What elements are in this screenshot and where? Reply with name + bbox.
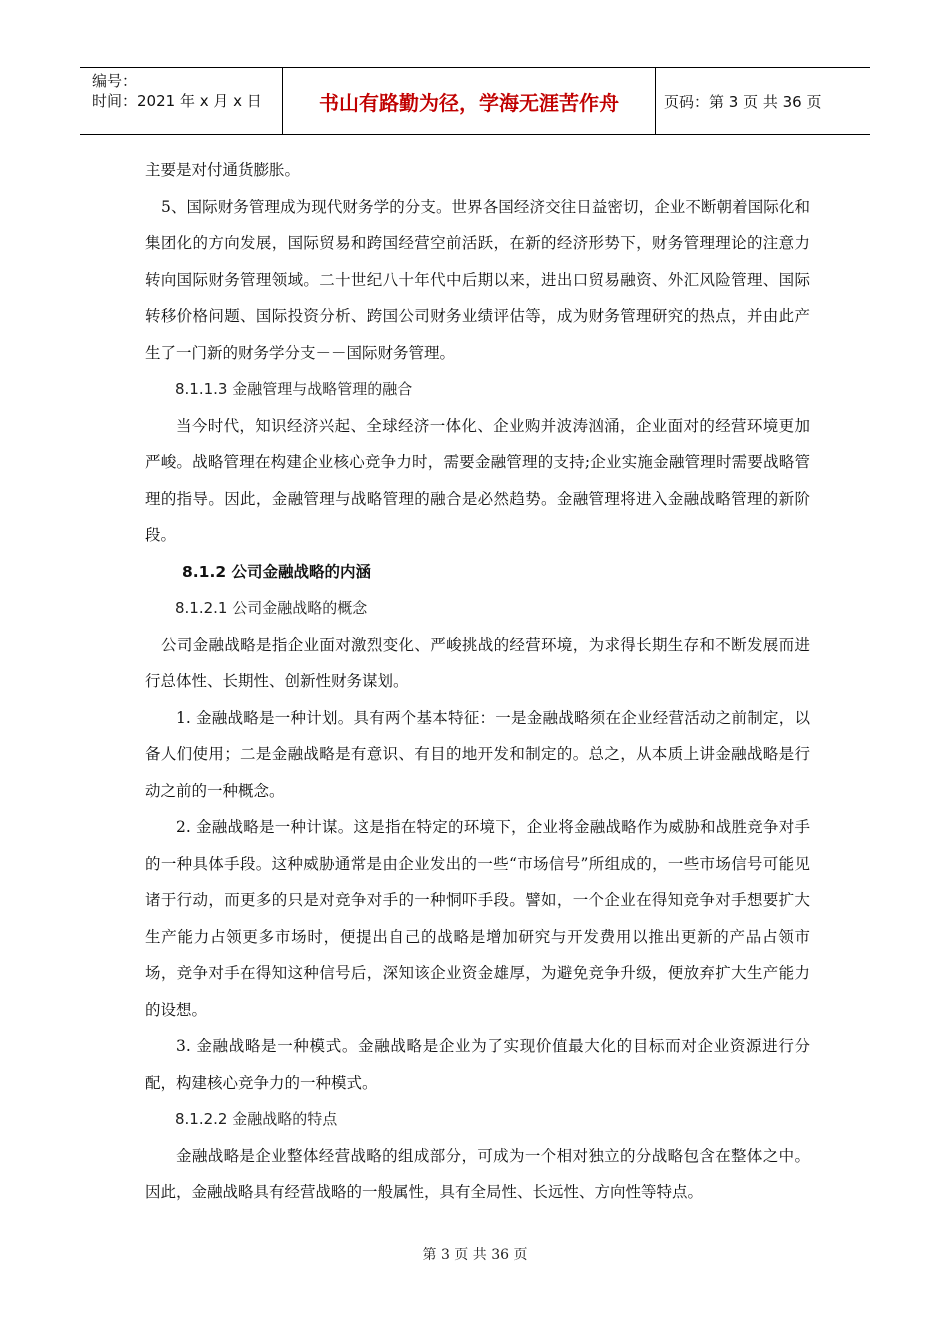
page-header <box>80 67 870 135</box>
paragraph: 2. 金融战略是一种计谋。这是指在特定的环境下，企业将金融战略作为威胁和战胜竞争对手的一种具体手段。这种威胁通常是由企业发出的一些“市场信号”所组成的，一些市场信号可能见诸于行动，而更多的只是对竞争对手的一种恫吓手段。譬如，一个企业在得知竞争对手想要扩大生产能力占领更多市场时，便提出自己的战略是增加研究与开发费用以推出更新的产品占领市场，竞争对手在得知这种信号后，深知该企业资金雄厚，为避免竞争升级，便放弃扩大生产能力的设想。 <box>145 818 810 1019</box>
paragraph: 3. 金融战略是一种模式。金融战略是企业为了实现价值最大化的目标而对企业资源进行分配，构建核心竞争力的一种模式。 <box>145 1037 810 1092</box>
section-heading-8-1-2: 8.1.2 公司金融战略的内涵 <box>182 562 372 581</box>
paragraph: 公司金融战略是指企业面对激烈变化、严峻挑战的经营环境，为求得长期生存和不断发展而进行总体性、长期性、创新性财务谋划。 <box>145 635 810 690</box>
document-number-label: 编号： <box>92 72 138 90</box>
document-body <box>145 152 810 1211</box>
section-heading-8-1-1-3: 8.1.1.3 金融管理与战略管理的融合 <box>175 380 413 398</box>
document-time-label: 时间：2021 年 x 月 x 日 <box>92 92 262 110</box>
header-page-info: 页码：第 3 页 共 36 页 <box>664 92 822 111</box>
section-heading-8-1-2-2: 8.1.2.2 金融战略的特点 <box>175 1110 338 1128</box>
paragraph: 主要是对付通货膨胀。 <box>145 161 301 179</box>
section-heading-8-1-2-1: 8.1.2.1 公司金融战略的概念 <box>175 599 368 617</box>
header-motto: 书山有路勤为径，学海无涯苦作舟 <box>283 68 656 134</box>
paragraph: 当今时代，知识经济兴起、全球经济一体化、企业购并波涛汹涌，企业面对的经营环境更加严峻。战略管理在构建企业核心竞争力时，需要金融管理的支持;企业实施金融管理时需要战略管理的指导。因此，金融管理与战略管理的融合是必然趋势。金融管理将进入金融战略管理的新阶段。 <box>145 416 810 544</box>
page-footer: 第 3 页 共 36 页 <box>422 1247 528 1263</box>
paragraph: 1. 金融战略是一种计划。具有两个基本特征：一是金融战略须在企业经营活动之前制定，以备人们使用；二是金融战略是有意识、有目的地开发和制定的。总之，从本质上讲金融战略是行动之前的一种概念。 <box>145 708 810 800</box>
header-meta <box>80 68 283 134</box>
paragraph: 5、国际财务管理成为现代财务学的分支。世界各国经济交往日益密切，企业不断朝着国际化和集团化的方向发展，国际贸易和跨国经营空前活跃，在新的经济形势下，财务管理理论的注意力转向国际财务管理领域。二十世纪八十年代中后期以来，进出口贸易融资、外汇风险管理、国际转移价格问题、国际投资分析、跨国公司财务业绩评估等，成为财务管理研究的热点，并由此产生了一门新的财务学分支－－国际财务管理。 <box>145 197 810 362</box>
paragraph: 金融战略是企业整体经营战略的组成部分，可成为一个相对独立的分战略包含在整体之中。因此，金融战略具有经营战略的一般属性，具有全局性、长远性、方向性等特点。 <box>145 1146 810 1201</box>
